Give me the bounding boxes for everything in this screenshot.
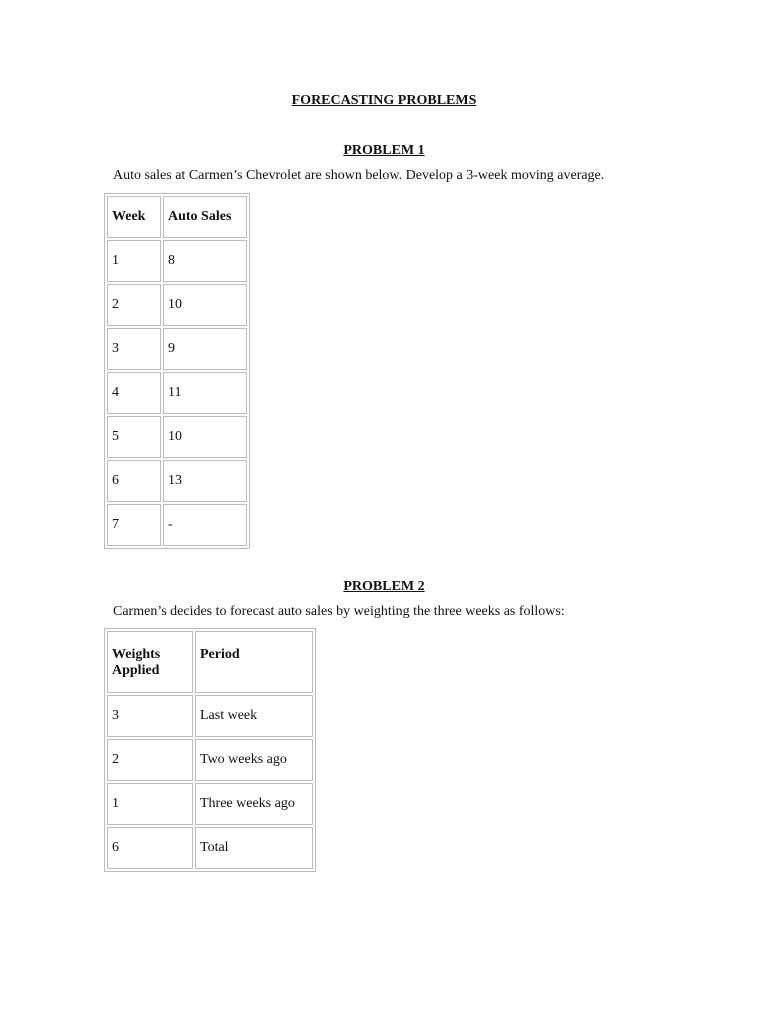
table-row	[107, 827, 313, 869]
week-cell: 1	[107, 240, 161, 282]
column-header-period: Period	[195, 631, 313, 693]
week-cell: 7	[107, 504, 161, 546]
auto-sales-cell: 8	[163, 240, 247, 282]
table-row	[107, 284, 247, 326]
table-row	[107, 416, 247, 458]
weight-cell: 1	[107, 783, 193, 825]
week-cell: 4	[107, 372, 161, 414]
week-cell: 6	[107, 460, 161, 502]
auto-sales-cell: 13	[163, 460, 247, 502]
auto-sales-cell: -	[163, 504, 247, 546]
document-title: FORECASTING PROBLEMS	[291, 93, 477, 108]
weights-table	[104, 628, 316, 872]
table-row	[107, 739, 313, 781]
auto-sales-cell: 9	[163, 328, 247, 370]
auto-sales-cell: 10	[163, 416, 247, 458]
column-header-auto-sales: Auto Sales	[163, 196, 247, 238]
table-row	[107, 460, 247, 502]
weight-cell: 2	[107, 739, 193, 781]
table-row	[107, 695, 313, 737]
table-row	[107, 328, 247, 370]
table-row	[107, 240, 247, 282]
week-cell: 3	[107, 328, 161, 370]
weight-cell: 6	[107, 827, 193, 869]
table-row	[107, 372, 247, 414]
period-cell: Total	[195, 827, 313, 869]
period-cell: Last week	[195, 695, 313, 737]
problem-2-heading: PROBLEM 2	[343, 579, 425, 594]
problem-1-text: Auto sales at Carmen’s Chevrolet are shown below. Develop a 3-week moving average.	[113, 168, 605, 183]
table-row	[107, 783, 313, 825]
week-cell: 2	[107, 284, 161, 326]
week-cell: 5	[107, 416, 161, 458]
column-header-weights-applied: Weights Applied	[107, 631, 193, 693]
auto-sales-table	[104, 193, 250, 549]
weight-cell: 3	[107, 695, 193, 737]
problem-1-heading: PROBLEM 1	[343, 143, 425, 158]
table-header-row	[107, 196, 247, 238]
table-header-row	[107, 631, 313, 693]
table-row	[107, 504, 247, 546]
period-cell: Three weeks ago	[195, 783, 313, 825]
column-header-week: Week	[107, 196, 161, 238]
auto-sales-cell: 11	[163, 372, 247, 414]
auto-sales-cell: 10	[163, 284, 247, 326]
period-cell: Two weeks ago	[195, 739, 313, 781]
problem-2-text: Carmen’s decides to forecast auto sales by weighting the three weeks as follows:	[113, 604, 565, 619]
